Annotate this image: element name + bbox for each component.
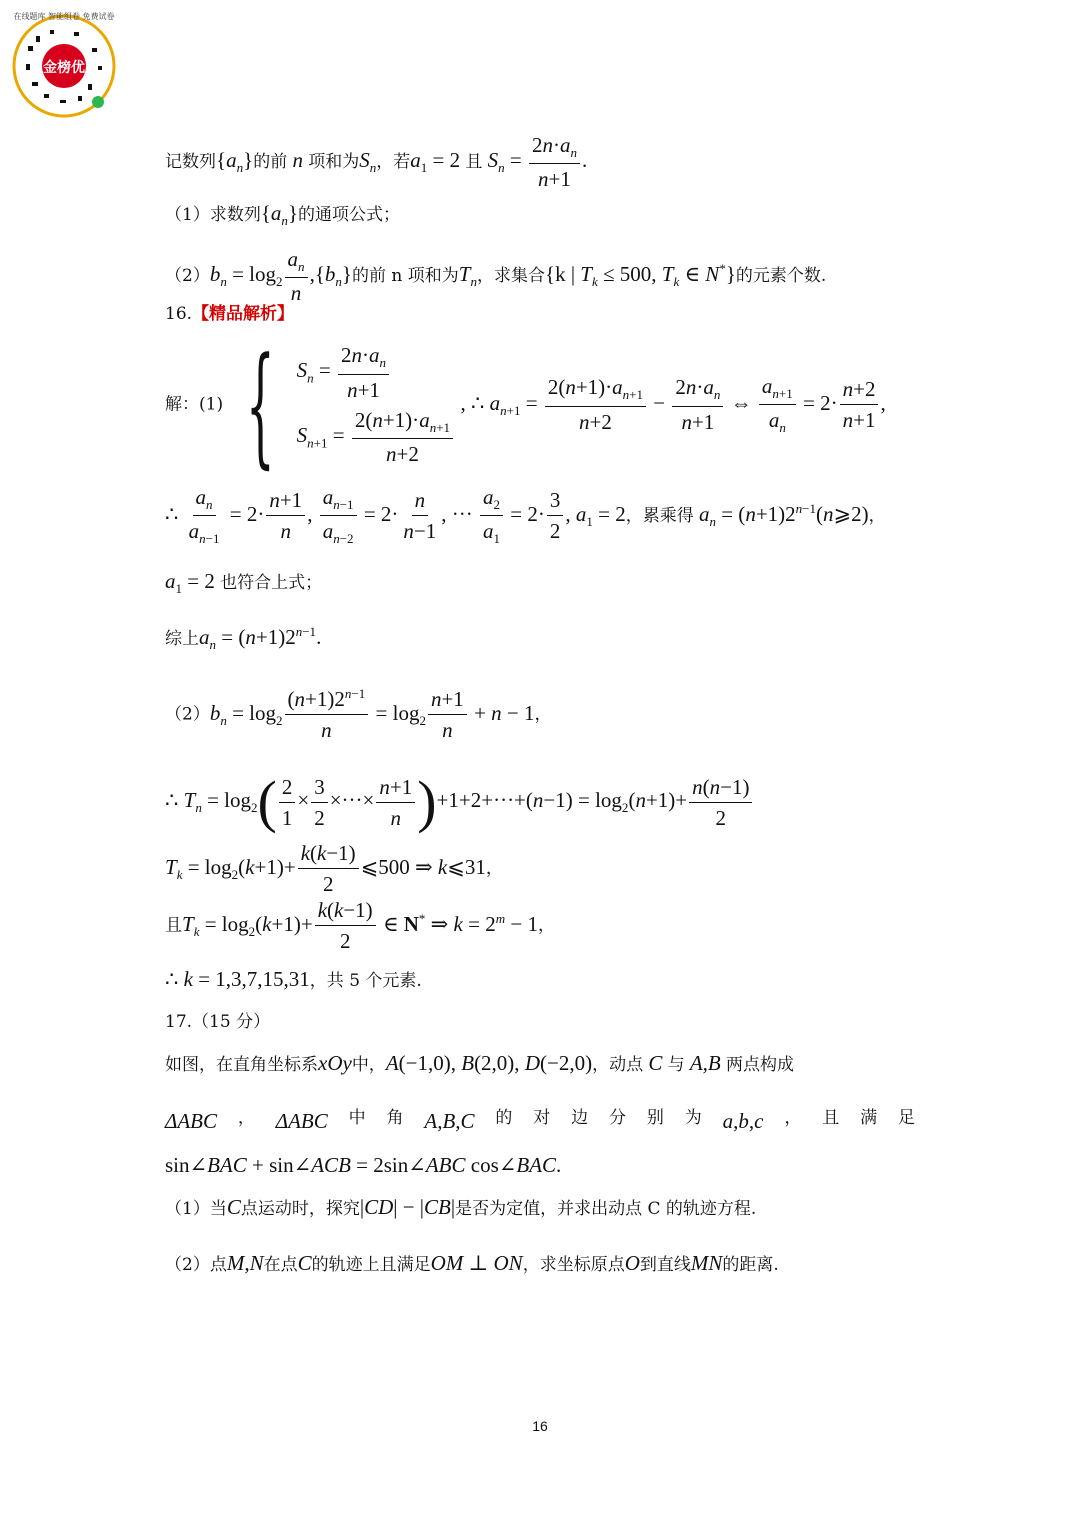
p17-q2-a: （2）点	[165, 1255, 227, 1275]
p17-header: 17.（15 分）	[165, 1012, 271, 1032]
p17-q2-c: 的轨迹上且满足	[311, 1255, 431, 1275]
p15-stem-d: ，若	[376, 152, 411, 173]
s16-also-fits: 也符合上式；	[220, 573, 323, 593]
p17-q1: （1）当C点运动时，探究|CD| − |CB|是否为定值，并求出动点 C 的轨迹方程.	[165, 1195, 757, 1219]
p17-l1-c: ，动点	[592, 1055, 644, 1075]
p17-l2-1: ，	[237, 1108, 255, 1128]
p15-stem-b: 的前	[253, 152, 288, 173]
p17-l2-3: 中	[348, 1108, 366, 1128]
p17-line2	[165, 1108, 915, 1134]
s16-tk-integer: 且$T_k = \log_2(k+1)+$ $\frac{k(k-1)}{2}$ ∈ N* ⇒ $k = 2^m - 1$，	[165, 898, 555, 954]
p15-q2-mid2: ，求集合	[476, 266, 545, 287]
p17-l2-15: 满	[860, 1108, 878, 1128]
s16-step2: ∴ $\frac{a_n}{a_{n-1}}$ = 2· $\frac{n+1}{n}$ , $\frac{a_{n-1}}{a_{n-2}}$ = 2· $\frac{n}{n-1}$ , ··· $\frac{a_2}{a_1}$ = 2· $\frac{3}{2}$ , $a_1 = 2$，累乘得 $a_n$ = $(n+1)2^{n-1}(n⩾2)$，	[165, 485, 886, 547]
p17-q2: （2）点M,N在点C的轨迹上且满足OM ⊥ ON，求坐标原点O到直线MN的距离.	[165, 1251, 779, 1275]
s16-number: 16.	[165, 304, 193, 324]
p15-q2-mid: 的前 n 项和为	[352, 266, 459, 287]
s16-part2-label: （2）	[165, 704, 210, 725]
s16-step1: 解：(1) { $S_n$ = $\frac{2n\cdot a_n}{n+1}$ $S_{n+1}$ = $\frac{2(n+1)\cdot a_{n+1}}{n+2}$ , ∴ $a_{n+1}$ = $\frac{2(n+1)\cdot a_{n+1}}{n+2}$ − $\frac{2n\cdot a_n}{n+1}$ ⇔ $\frac{a_{n+1}}{a_n}$ = 2· $\frac{n+2}{n+1}$ ,	[165, 329, 886, 481]
p15-q1-label: （1）求数列	[165, 205, 261, 225]
s16-tk-bound: $T_k = \log_2(k+1)+$ $\frac{k(k-1)}{2}$ ⩽500 ⇒ k⩽31，	[165, 841, 503, 897]
page-number: 16	[532, 1418, 548, 1434]
logo-center-text: 金榜优	[43, 60, 85, 76]
p17-q1-b: 点运动时，探究	[240, 1199, 360, 1219]
s16-a1: $a_1 = 2$ 也符合上式；	[165, 569, 323, 597]
p17-l2-7: 对	[533, 1108, 551, 1128]
s16-tag: 【精品解析】	[192, 304, 295, 324]
p15-stem: 记数列$\{a_n\}$的前 n 项和为$S_n$，若$a_1 = 2$ 且 $S_n$ = $\frac{2n\cdot a_n}{n+1}$ .	[165, 133, 588, 192]
p17-l2-0: ΔABC	[165, 1109, 217, 1133]
p17-q2-f: 的距离.	[722, 1255, 779, 1275]
p17-q2-b: 在点	[263, 1255, 298, 1275]
p15-stem-e: 且	[465, 152, 483, 173]
p17-q1-c: 是否为定值，并求出动点 C 的轨迹方程.	[455, 1199, 757, 1219]
p17-l2-12: a,b,c	[722, 1109, 764, 1133]
p17-l1-d: 与	[667, 1055, 685, 1075]
logo-ring-text: 在线题库 智能组卷 免费试卷	[13, 12, 115, 21]
p17-l1-b: 中，	[351, 1055, 386, 1075]
p17-l2-14: 且	[822, 1108, 840, 1128]
p15-q1: （1）求数列$\{a_n\}$的通项公式；	[165, 201, 401, 229]
s16-header	[165, 304, 294, 325]
p17-l2-2: ΔABC	[275, 1109, 328, 1133]
p17-l2-8: 边	[571, 1108, 589, 1128]
s16-count: ∴ k = 1,3,7,15,31，共 5 个元素.	[165, 967, 422, 991]
p17-line3: sin∠BAC + sin∠ACB = 2sin∠ABC cos∠BAC.	[165, 1153, 562, 1177]
p15-q1-tail: 的通项公式；	[298, 205, 401, 225]
s16-tn: ∴ $T_n = \log_2$( $\frac{2}{1}$ × $\frac{3}{2}$ ×···× $\frac{n+1}{n}$ )$+1+2+\cdot\cdot\cdot+(n-1) = \log_2(n+1)+$ $\frac{n(n-1)}{2}$	[165, 766, 754, 839]
p17-l2-6: 的	[495, 1108, 513, 1128]
s16-part2: $(2)b_n = \log_2$ $\frac{(n+1)2^{n-1}}{n}$ = $\log_2$ $\frac{n+1}{n}$ + n − 1，	[165, 686, 552, 743]
s16-conclusion: 综上$a_n = (n+1)2^{n-1}$.	[165, 624, 322, 653]
p17-line1: 如图，在直角坐标系xOy中，A(−1,0), B(2,0), D(−2,0)，动点 C 与 A,B 两点构成	[165, 1051, 794, 1075]
s16-and: 且	[165, 915, 182, 936]
s16-conclusion-label: 综上	[165, 629, 199, 649]
jinbangyou-logo	[8, 6, 120, 118]
p15-stem-a: 记数列	[165, 152, 216, 173]
p17-l2-11: 为	[684, 1108, 702, 1128]
p17-l1-a: 如图，在直角坐标系	[165, 1055, 318, 1075]
s16-count-text: ，共 5 个元素.	[309, 971, 422, 991]
p17-l2-9: 分	[609, 1108, 627, 1128]
p17-l2-4: 角	[386, 1108, 404, 1128]
p17-q2-e: 到直线	[639, 1255, 691, 1275]
p17-l2-5: A,B,C	[424, 1109, 475, 1133]
p17-l1-e: 两点构成	[726, 1055, 794, 1075]
s16-jie: 解：(1)	[165, 394, 224, 415]
s16-product: 累乘得	[642, 505, 694, 526]
p17-q2-d: ，求坐标原点	[522, 1255, 625, 1275]
p17-l2-13: ，	[784, 1108, 802, 1128]
p15-q2: $(2)b_n = \log_2$ $\frac{a_n}{n}$ $,\{b_n\}$的前 n 项和为$T_n$，求集合{k | $T_k \le 500$, $T_k$ ∈ N*}的元素个数.	[165, 247, 827, 306]
p15-q2-tail: 的元素个数.	[735, 266, 827, 287]
p17-l2-16: 足	[898, 1108, 915, 1128]
p15-q2-label: （2）	[165, 266, 210, 287]
p17-q1-a: （1）当	[165, 1199, 227, 1219]
p15-stem-c: 项和为	[308, 152, 360, 173]
p17-l2-10: 别	[646, 1108, 664, 1128]
